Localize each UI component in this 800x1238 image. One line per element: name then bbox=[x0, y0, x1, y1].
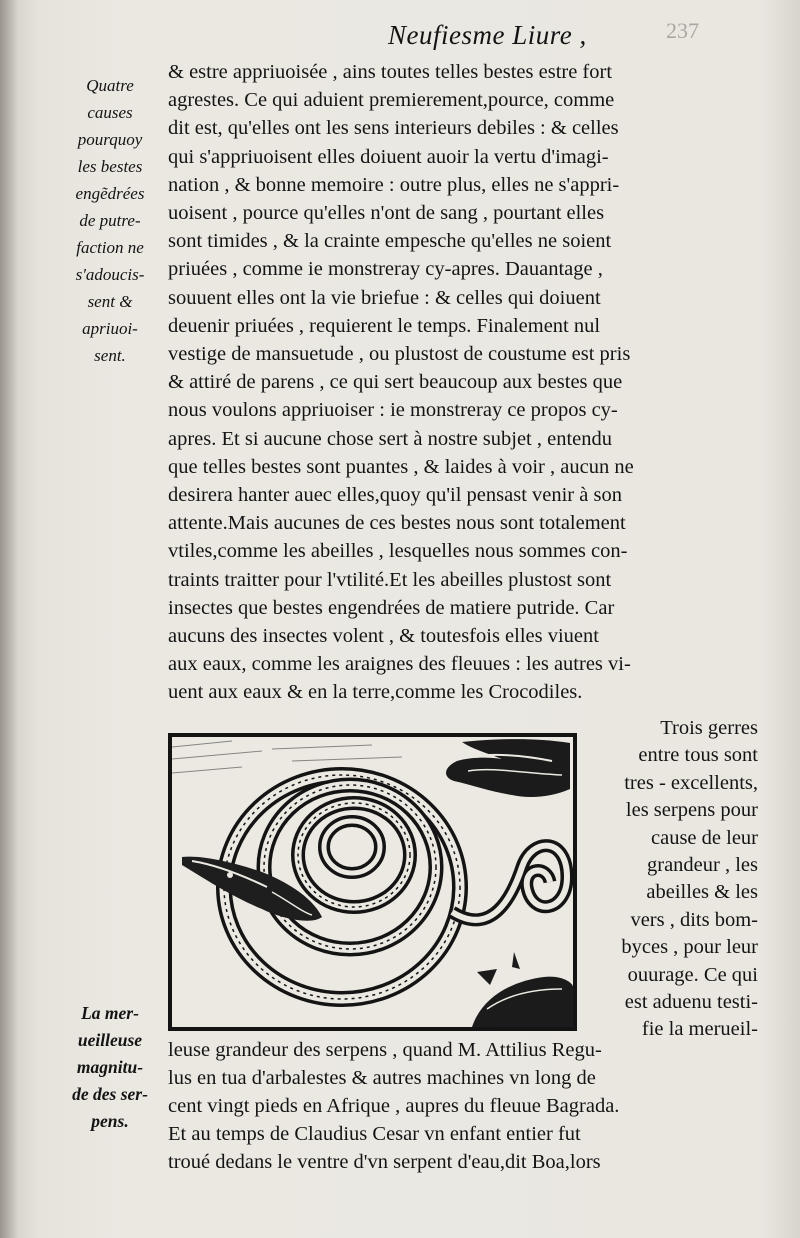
gutter-shadow bbox=[0, 0, 18, 1238]
text-line: attente.Mais aucunes de ces bestes nous sont totalement bbox=[168, 512, 626, 535]
text-line: troué dedans le ventre d'vn serpent d'eau,dit Boa,lors bbox=[168, 1151, 601, 1173]
coiled-serpent-icon bbox=[172, 737, 573, 1027]
marginal-line: causes bbox=[87, 103, 133, 122]
text-line: grandeur , les bbox=[647, 854, 758, 876]
marginal-line: pourquoy bbox=[77, 130, 143, 149]
marginal-line: Quatre bbox=[86, 76, 134, 95]
text-line: byces , pour leur bbox=[621, 936, 758, 959]
text-line: qui s'appriuoisent elles doiuent auoir la vertu d'imagi- bbox=[168, 145, 609, 168]
marginal-line: sent. bbox=[94, 346, 126, 365]
text-line: deuenir priuées , requierent le temps. Finalement nul bbox=[168, 314, 601, 337]
text-line: leuse grandeur des serpens , quand M. Attilius Regu- bbox=[168, 1039, 602, 1061]
text-line: aucuns des insectes volent , & toutesfois elles viuent bbox=[168, 625, 599, 647]
text-line: insectes que bestes engendrées de matiere putride. Car bbox=[168, 596, 615, 619]
text-line: entre tous sont bbox=[638, 744, 758, 767]
marginal-line: de des ser- bbox=[72, 1084, 148, 1104]
text-line: les serpens pour bbox=[625, 799, 758, 822]
marginal-line: magnitu- bbox=[76, 1057, 144, 1077]
marginal-line: La mer- bbox=[81, 1003, 139, 1023]
marginal-line: s'adoucis- bbox=[75, 265, 145, 284]
text-line: lus en tua d'arbalestes & autres machines vn long de bbox=[168, 1067, 596, 1089]
text-line: nous voulons appriuoiser : ie monstreray ce propos cy- bbox=[168, 399, 618, 422]
text-line: traints traitter pour l'vtilité.Et les abeilles plustost sont bbox=[168, 568, 612, 591]
serpent-woodcut-illustration bbox=[168, 733, 577, 1031]
text-line: apres. Et si aucune chose sert à nostre subjet , entendu bbox=[168, 427, 613, 450]
text-line: priuées , comme ie monstreray cy-apres. Dauantage , bbox=[168, 258, 603, 281]
marginal-line: engẽdrées bbox=[75, 184, 145, 203]
marginal-line: les bestes bbox=[77, 157, 143, 176]
text-line: cause de leur bbox=[651, 826, 758, 849]
marginal-line: apriuoi- bbox=[82, 319, 138, 338]
text-line: est aduenu testi- bbox=[624, 991, 758, 1013]
text-line: Trois gerres bbox=[660, 717, 758, 739]
text-line: & estre appriuoisée , ains toutes telles bestes estre fort bbox=[168, 61, 613, 83]
text-line: uoisent , pource qu'elles n'ont de sang , pourtant elles bbox=[168, 202, 605, 224]
text-line: fie la merueil- bbox=[641, 1018, 758, 1041]
marginal-line: de putre- bbox=[79, 211, 141, 230]
text-line: agrestes. Ce qui aduient premierement,pource, comme bbox=[168, 89, 615, 112]
marginal-note-causes bbox=[54, 72, 166, 369]
text-line: souuent elles ont la vie briefue : & celles qui doiuent bbox=[168, 286, 601, 309]
text-line: uent aux eaux & en la terre,comme les Crocodiles. bbox=[168, 681, 583, 704]
text-line: tres - excellents, bbox=[624, 771, 758, 794]
text-line: vers , dits bom- bbox=[630, 908, 758, 931]
text-line: vestige de mansuetude , ou plustost de coustume est pris bbox=[168, 343, 631, 365]
text-line: dit est, qu'elles ont les sens interieurs debiles : & celles bbox=[168, 117, 619, 140]
marginal-note-serpents bbox=[54, 1000, 166, 1135]
running-head: Neufiesme Liure , bbox=[388, 20, 587, 50]
text-line: que telles bestes sont puantes , & laides à voir , aucun ne bbox=[168, 455, 634, 478]
marginal-line: sent & bbox=[87, 292, 133, 311]
text-line: & attiré de parens , ce qui sert beaucoup aux bestes que bbox=[168, 371, 623, 394]
text-line: sont timides , & la crainte empesche qu'elles ne soient bbox=[168, 230, 612, 253]
marginal-line: pens. bbox=[91, 1111, 129, 1131]
page-number: 237 bbox=[666, 18, 699, 43]
text-line: vtiles,comme les abeilles , lesquelles nous sommes con- bbox=[168, 540, 628, 563]
marginal-line: ueilleuse bbox=[77, 1030, 143, 1050]
text-line: aux eaux, comme les araignes des fleuues : les autres vi- bbox=[168, 653, 631, 676]
text-line: abeilles & les bbox=[646, 881, 758, 904]
text-line: Et au temps de Claudius Cesar vn enfant entier fut bbox=[168, 1123, 581, 1145]
marginal-line: faction ne bbox=[76, 238, 144, 257]
text-line: nation , & bonne memoire : outre plus, elles ne s'appri- bbox=[168, 173, 620, 196]
text-line: desirera hanter auec elles,quoy qu'il pensast venir à son bbox=[168, 484, 622, 506]
text-line: cent vingt pieds en Afrique , aupres du fleuue Bagrada. bbox=[168, 1095, 620, 1117]
text-line: ouurage. Ce qui bbox=[627, 963, 758, 986]
